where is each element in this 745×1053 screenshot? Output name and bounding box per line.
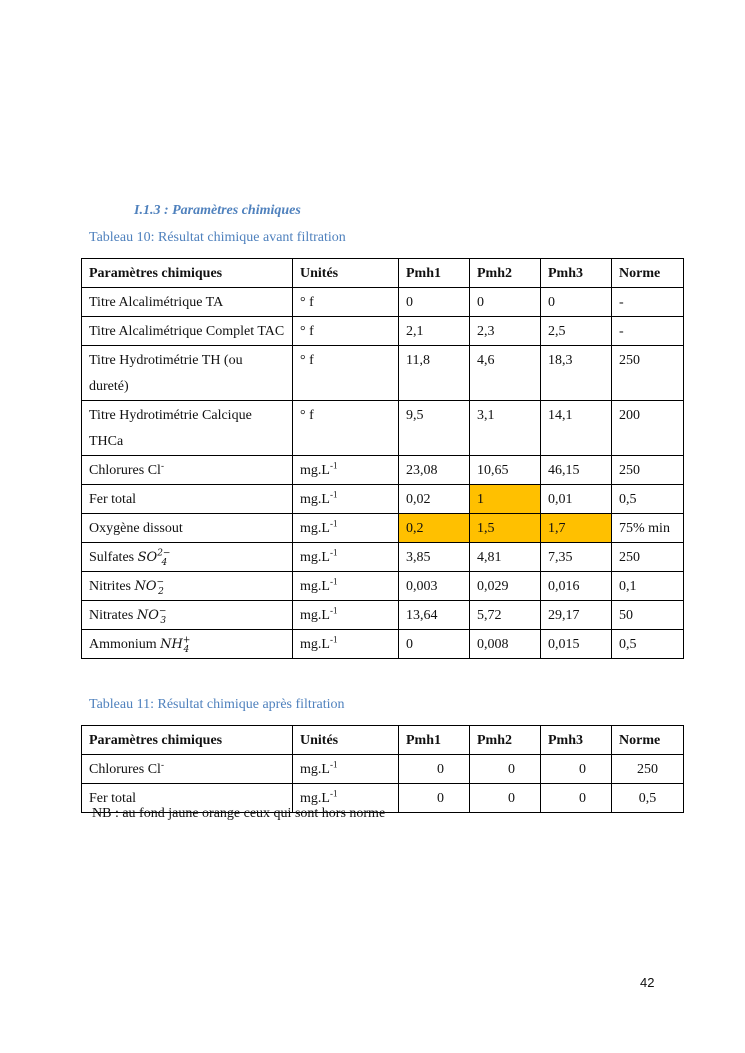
unit-cell	[293, 755, 399, 784]
pmh3-cell: 0	[541, 288, 612, 317]
pmh2-cell: 4,81	[470, 543, 541, 572]
chemical-formula: $NH^+_4$	[160, 635, 191, 655]
header-pmh1: Pmh1	[399, 259, 470, 288]
pmh1-cell: 0,2	[399, 514, 470, 543]
param-superscript: -	[160, 759, 164, 770]
norme-cell: 0,5	[612, 485, 684, 514]
chemical-formula: $NO^-_3$	[136, 606, 167, 626]
unit-text: mg.L	[300, 579, 330, 594]
pmh3-cell: 0,015	[541, 630, 612, 659]
pmh1-cell: 11,8	[399, 346, 470, 401]
param-cell	[82, 630, 293, 659]
table-row	[82, 288, 684, 317]
pmh3-cell: 0,01	[541, 485, 612, 514]
norme-cell: 75% min	[612, 514, 684, 543]
param-text: Sulfates	[89, 550, 135, 565]
unit-superscript: -1	[329, 489, 338, 500]
unit-cell	[293, 485, 399, 514]
pmh2-cell: 5,72	[470, 601, 541, 630]
pmh3-cell: 14,1	[541, 401, 612, 456]
norme-cell: 0,5	[612, 784, 684, 813]
norme-cell: 250	[612, 456, 684, 485]
pmh2-cell: 3,1	[470, 401, 541, 456]
param-cell	[82, 755, 293, 784]
unit-cell: ° f	[293, 288, 399, 317]
unit-text: mg.L	[300, 608, 330, 623]
pmh3-cell: 46,15	[541, 456, 612, 485]
unit-superscript: -1	[329, 460, 338, 471]
pmh2-cell: 0	[470, 784, 541, 813]
unit-cell	[293, 601, 399, 630]
unit-text: mg.L	[300, 550, 330, 565]
norme-cell: 0,1	[612, 572, 684, 601]
unit-superscript: -1	[329, 518, 338, 529]
pmh3-cell: 0	[541, 755, 612, 784]
section-heading: I.1.3 : Paramètres chimiques	[134, 203, 301, 218]
table-row	[82, 630, 684, 659]
table-row	[82, 601, 684, 630]
pmh3-cell: 29,17	[541, 601, 612, 630]
pmh3-cell: 0	[541, 784, 612, 813]
unit-text: mg.L	[300, 637, 330, 652]
param-cell	[82, 456, 293, 485]
table-header-row	[82, 259, 684, 288]
table-row	[82, 346, 684, 401]
pmh3-cell: 2,5	[541, 317, 612, 346]
table-row	[82, 572, 684, 601]
table-row	[82, 755, 684, 784]
param-text: Ammonium	[89, 637, 157, 652]
param-cell	[82, 543, 293, 572]
param-cell: Titre Hydrotimétrie TH (ou dureté)	[82, 346, 293, 401]
unit-superscript: -1	[329, 605, 338, 616]
param-superscript: -	[160, 460, 164, 471]
header-pmh3: Pmh3	[541, 726, 612, 755]
table-11-caption: Tableau 11: Résultat chimique après filtration	[89, 697, 345, 712]
unit-cell	[293, 514, 399, 543]
param-cell	[82, 601, 293, 630]
norme-cell: 250	[612, 543, 684, 572]
norme-cell: 200	[612, 401, 684, 456]
param-cell: Fer total	[82, 784, 293, 813]
pmh2-cell: 0	[470, 288, 541, 317]
table-row	[82, 317, 684, 346]
pmh2-cell: 0,029	[470, 572, 541, 601]
pmh1-cell: 23,08	[399, 456, 470, 485]
table-row	[82, 543, 684, 572]
norme-cell: 50	[612, 601, 684, 630]
unit-cell	[293, 572, 399, 601]
pmh1-cell: 2,1	[399, 317, 470, 346]
unit-cell	[293, 543, 399, 572]
param-text: Nitrites	[89, 579, 131, 594]
unit-cell	[293, 630, 399, 659]
pmh1-cell: 3,85	[399, 543, 470, 572]
unit-text: mg.L	[300, 762, 330, 777]
param-cell: Fer total	[82, 485, 293, 514]
unit-superscript: -1	[329, 634, 338, 645]
chemical-formula: $SO^{2-}_4$	[137, 548, 171, 568]
pmh2-cell: 4,6	[470, 346, 541, 401]
table-row	[82, 514, 684, 543]
param-cell: Titre Alcalimétrique Complet TAC	[82, 317, 293, 346]
pmh1-cell: 0	[399, 755, 470, 784]
header-norme: Norme	[612, 726, 684, 755]
param-cell	[82, 572, 293, 601]
pmh1-cell: 0,02	[399, 485, 470, 514]
table-header-row	[82, 726, 684, 755]
header-pmh2: Pmh2	[470, 259, 541, 288]
param-cell: Titre Alcalimétrique TA	[82, 288, 293, 317]
param-cell: Titre Hydrotimétrie Calcique THCa	[82, 401, 293, 456]
norme-cell: 0,5	[612, 630, 684, 659]
pmh2-cell: 0	[470, 755, 541, 784]
table-row	[82, 485, 684, 514]
pmh2-cell: 1,5	[470, 514, 541, 543]
header-norme: Norme	[612, 259, 684, 288]
param-text: Nitrates	[89, 608, 134, 623]
pmh2-cell: 2,3	[470, 317, 541, 346]
unit-text: mg.L	[300, 492, 330, 507]
unit-cell: ° f	[293, 317, 399, 346]
pmh2-cell: 0,008	[470, 630, 541, 659]
footnote: NB : au fond jaune orange ceux qui sont hors norme	[92, 806, 386, 821]
pmh3-cell: 18,3	[541, 346, 612, 401]
pmh2-cell: 1	[470, 485, 541, 514]
unit-superscript: -1	[329, 547, 338, 558]
header-pmh1: Pmh1	[399, 726, 470, 755]
table-row	[82, 456, 684, 485]
table-11	[81, 725, 684, 813]
pmh1-cell: 0	[399, 630, 470, 659]
norme-cell: -	[612, 288, 684, 317]
table-row	[82, 401, 684, 456]
pmh2-cell: 10,65	[470, 456, 541, 485]
header-pmh2: Pmh2	[470, 726, 541, 755]
unit-text: mg.L	[300, 791, 330, 806]
param-text: Chlorures Cl	[89, 762, 161, 777]
param-text: Chlorures Cl	[89, 463, 161, 478]
norme-cell: 250	[612, 346, 684, 401]
pmh1-cell: 0,003	[399, 572, 470, 601]
page-number: 42	[640, 975, 655, 990]
norme-cell: -	[612, 317, 684, 346]
unit-text: mg.L	[300, 463, 330, 478]
pmh3-cell: 1,7	[541, 514, 612, 543]
header-unites: Unités	[293, 259, 399, 288]
pmh1-cell: 9,5	[399, 401, 470, 456]
unit-cell: ° f	[293, 401, 399, 456]
table-10-caption: Tableau 10: Résultat chimique avant filtration	[89, 230, 346, 245]
chemical-formula: $NO^-_2$	[134, 577, 165, 597]
header-pmh3: Pmh3	[541, 259, 612, 288]
norme-cell: 250	[612, 755, 684, 784]
pmh1-cell: 13,64	[399, 601, 470, 630]
pmh1-cell: 0	[399, 784, 470, 813]
header-parametres: Paramètres chimiques	[82, 726, 293, 755]
unit-text: mg.L	[300, 521, 330, 536]
header-unites: Unités	[293, 726, 399, 755]
table-10	[81, 258, 684, 659]
pmh3-cell: 0,016	[541, 572, 612, 601]
pmh3-cell: 7,35	[541, 543, 612, 572]
unit-cell: ° f	[293, 346, 399, 401]
unit-superscript: -1	[329, 759, 338, 770]
unit-cell	[293, 456, 399, 485]
unit-superscript: -1	[329, 788, 338, 799]
unit-superscript: -1	[329, 576, 338, 587]
pmh1-cell: 0	[399, 288, 470, 317]
header-parametres: Paramètres chimiques	[82, 259, 293, 288]
param-cell: Oxygène dissout	[82, 514, 293, 543]
